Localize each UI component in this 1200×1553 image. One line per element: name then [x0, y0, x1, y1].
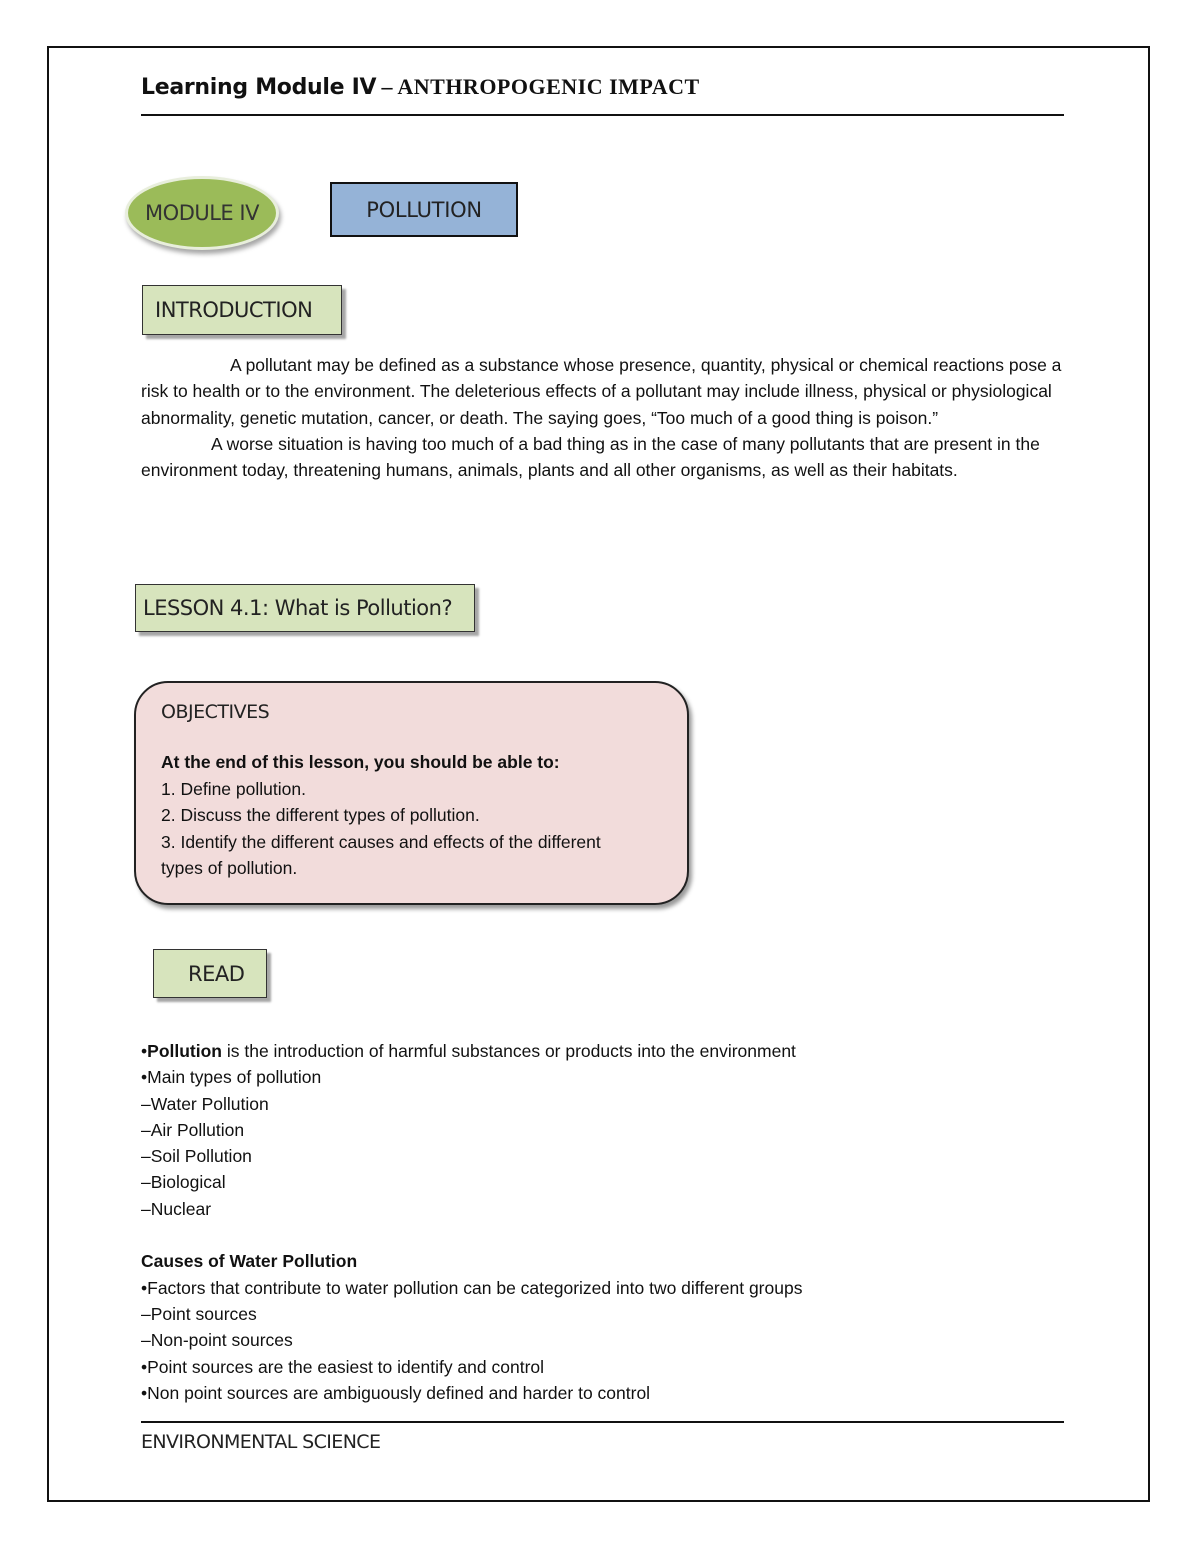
types-label: Main types of pollution — [147, 1067, 322, 1088]
lesson-heading-box — [135, 584, 475, 632]
module-title: Learning Module IV — [141, 75, 377, 100]
definition-text: is the introduction of harmful substances or products into the environment — [222, 1041, 796, 1061]
causes-line: –Point sources — [141, 1303, 257, 1324]
causes-line: •Non point sources are ambiguously defined and harder to control — [141, 1382, 651, 1403]
types-label-line — [141, 1064, 1066, 1090]
objective-item: 3. Identify the different causes and effects of the different types of pollution. — [161, 831, 601, 878]
bullet: • — [141, 1067, 148, 1088]
module-badge-label: MODULE IV — [145, 201, 259, 225]
module-badge — [125, 176, 279, 250]
introduction-text — [141, 352, 1066, 483]
pollution-type-item: –Biological — [141, 1172, 226, 1193]
pollution-type-item: –Soil Pollution — [141, 1146, 252, 1167]
causes-line: •Factors that contribute to water pollution can be categorized into two different groups — [141, 1277, 803, 1298]
pollution-type-item: –Air Pollution — [141, 1119, 245, 1140]
footer-label: ENVIRONMENTAL SCIENCE — [141, 1431, 381, 1453]
module-subtitle: ANTHROPOGENIC IMPACT — [397, 74, 700, 99]
bullet: • — [141, 1041, 148, 1061]
causes-heading: Causes of Water Pollution — [141, 1251, 358, 1272]
spacer — [141, 1222, 1066, 1248]
page-title — [141, 74, 700, 100]
pollution-definition — [141, 1038, 1066, 1064]
topic-label: POLLUTION — [366, 197, 482, 222]
pollution-type-item: –Nuclear — [141, 1198, 212, 1219]
introduction-heading: INTRODUCTION — [155, 298, 313, 322]
topic-box — [330, 182, 518, 237]
objectives-panel — [134, 681, 689, 905]
objective-item: 2. Discuss the different types of pollution. — [161, 805, 480, 825]
footer-rule — [141, 1421, 1064, 1423]
pollution-type-item: –Water Pollution — [141, 1093, 269, 1114]
introduction-heading-box — [142, 285, 342, 335]
title-separator: – — [376, 74, 398, 99]
read-heading: READ — [188, 961, 245, 986]
causes-line: •Point sources are the easiest to identify and control — [141, 1356, 545, 1377]
read-content — [141, 1038, 1066, 1406]
causes-line: –Non-point sources — [141, 1330, 293, 1351]
lesson-heading: LESSON 4.1: What is Pollution? — [143, 596, 453, 620]
objectives-title: OBJECTIVES — [161, 701, 270, 723]
intro-paragraph: A pollutant may be defined as a substance whose presence, quantity, physical or chemical reactions pose a risk to health or to the environment. The deleterious effects of a pollutant may include illness, physical or physiological abnormality, genetic mutation, cancer, or death. The saying goes, “Too much of a good thing is poison.” — [141, 355, 1062, 428]
objective-item: 1. Define pollution. — [161, 778, 306, 799]
intro-paragraph: A worse situation is having too much of a bad thing as in the case of many pollutants that are present in the environment today, threatening humans, animals, plants and all other organisms, as well as their habitats. — [141, 433, 1040, 481]
definition-term: Pollution — [147, 1041, 222, 1061]
objectives-lead: At the end of this lesson, you should be able to: — [161, 752, 560, 772]
read-heading-box — [153, 949, 267, 998]
page-header — [141, 72, 1064, 116]
